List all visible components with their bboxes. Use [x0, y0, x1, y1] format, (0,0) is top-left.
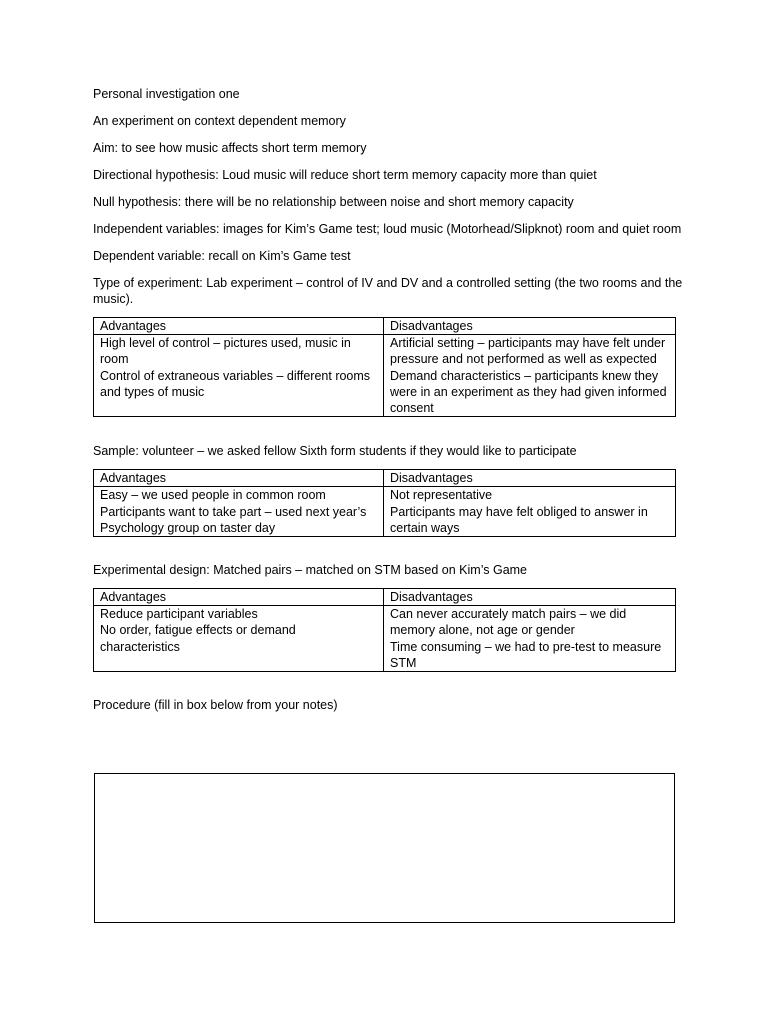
document-subtitle: An experiment on context dependent memory	[93, 114, 346, 128]
procedure-answer-box[interactable]	[94, 773, 675, 923]
disadvantages-cell	[384, 487, 676, 537]
disadvantage-item: Demand characteristics – participants knew they were in an experiment as they had given informed consent	[390, 368, 667, 416]
independent-variables-text: Independent variables: images for Kim’s Game test; loud music (Motorhead/Slipknot) room and quiet room	[93, 222, 682, 236]
advantage-item: High level of control – pictures used, music in room	[100, 336, 351, 367]
experimental-design-table	[93, 588, 676, 672]
disadvantage-item: Artificial setting – participants may have felt under pressure and not performed as well as expected	[390, 336, 666, 367]
type-of-experiment-text: Type of experiment: Lab experiment – control of IV and DV and a controlled setting (the two rooms and the music).	[93, 276, 683, 306]
advantages-cell	[94, 335, 384, 417]
advantage-item: Control of extraneous variables – different rooms and types of music	[100, 368, 371, 399]
aim-text: Aim: to see how music affects short term memory	[93, 141, 367, 155]
disadvantage-item: Participants may have felt obliged to answer in certain ways	[390, 504, 648, 535]
null-hypothesis-text: Null hypothesis: there will be no relationship between noise and short memory capacity	[93, 195, 574, 209]
advantages-header: Advantages	[94, 589, 384, 606]
advantage-item: Easy – we used people in common room	[100, 488, 326, 503]
table-row	[94, 335, 676, 417]
disadvantage-item: Can never accurately match pairs – we did memory alone, not age or gender	[390, 607, 627, 638]
advantage-item: Reduce participant variables	[100, 607, 258, 622]
disadvantage-item: Not representative	[390, 488, 493, 503]
advantages-cell	[94, 606, 384, 672]
document-title: Personal investigation one	[93, 87, 240, 101]
table-header-row	[94, 470, 676, 487]
dependent-variable-text: Dependent variable: recall on Kim’s Game test	[93, 249, 351, 263]
sample-text: Sample: volunteer – we asked fellow Sixth form students if they would like to participate	[93, 444, 577, 459]
table-row	[94, 487, 676, 537]
advantages-cell	[94, 487, 384, 537]
directional-hypothesis-text: Directional hypothesis: Loud music will reduce short term memory capacity more than quiet	[93, 168, 597, 182]
table-header-row	[94, 589, 676, 606]
advantages-header: Advantages	[94, 470, 384, 487]
disadvantages-cell	[384, 606, 676, 672]
advantage-item: No order, fatigue effects or demand characteristics	[100, 623, 296, 654]
table-row	[94, 606, 676, 672]
procedure-label: Procedure (fill in box below from your notes)	[93, 698, 338, 713]
experiment-type-table	[93, 317, 676, 417]
disadvantages-header: Disadvantages	[384, 318, 676, 335]
disadvantage-item: Time consuming – we had to pre-test to measure STM	[390, 639, 662, 670]
advantage-item: Participants want to take part – used next year’s Psychology group on taster day	[100, 504, 367, 535]
disadvantages-header: Disadvantages	[384, 589, 676, 606]
advantages-header: Advantages	[94, 318, 384, 335]
disadvantages-cell	[384, 335, 676, 417]
document-page	[93, 86, 683, 724]
disadvantages-header: Disadvantages	[384, 470, 676, 487]
table-header-row	[94, 318, 676, 335]
experimental-design-text: Experimental design: Matched pairs – matched on STM based on Kim’s Game	[93, 563, 528, 578]
sample-table	[93, 469, 676, 537]
